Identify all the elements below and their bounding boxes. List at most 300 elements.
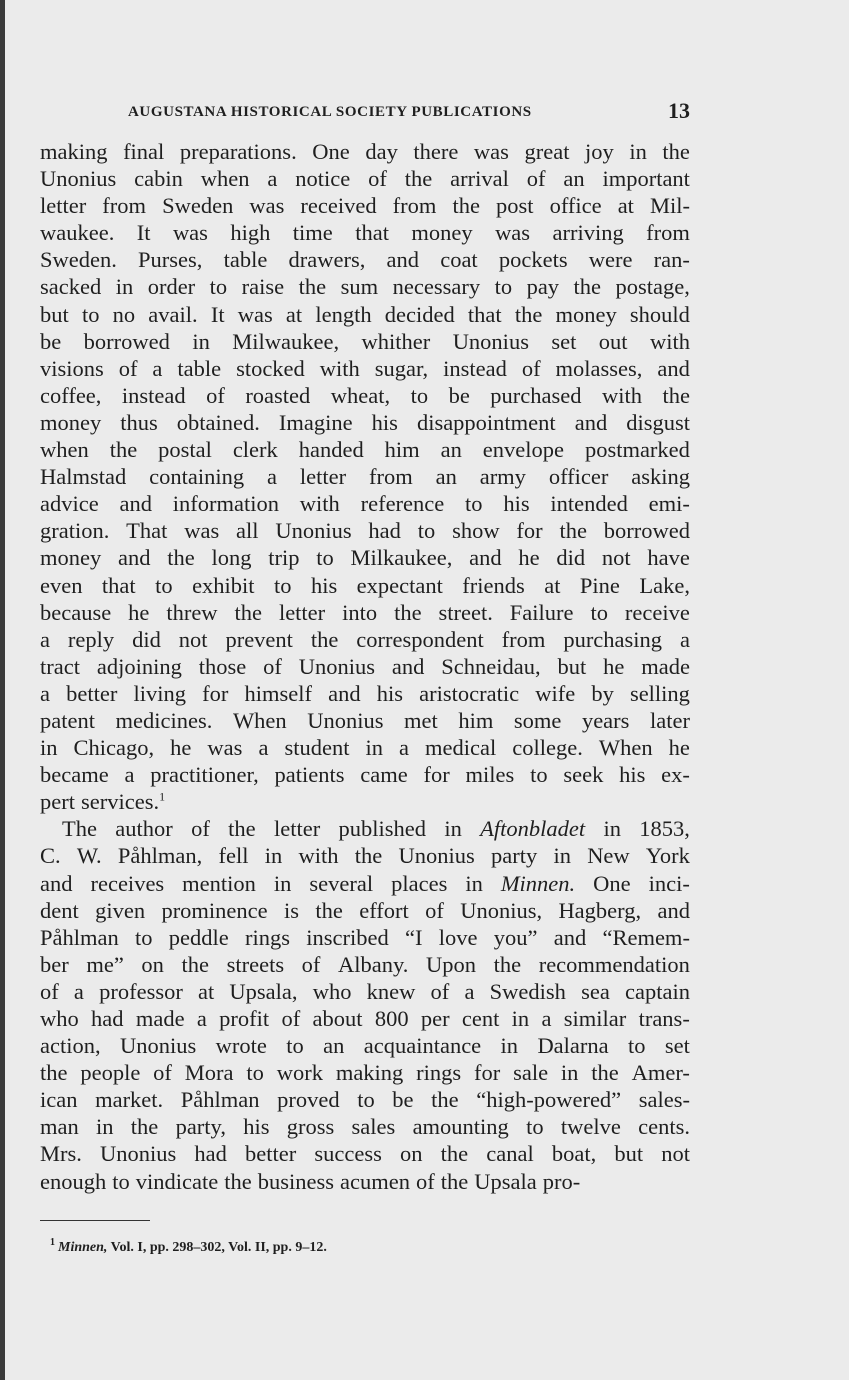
word: an [563,166,585,192]
word: When [598,735,653,761]
word: that [355,220,389,246]
word: his [619,762,646,788]
word: practitioner, [150,762,259,788]
word: but [40,301,69,327]
word: Mrs. [40,1141,82,1167]
word: not [601,545,631,571]
word: with [601,382,642,408]
word: waukee. [40,220,115,246]
word: street. [438,599,493,625]
text-line [40,978,690,1005]
word: exhibit [192,572,255,598]
text-line [40,463,690,490]
footnote-reference: 1 [159,789,166,804]
word: when [40,437,89,463]
word: enough [40,1168,107,1194]
word: to [628,1033,646,1059]
word: York [645,843,690,869]
word: from [368,464,413,490]
word: at [198,978,215,1004]
word: emi- [648,491,690,517]
word: aristocratic [419,680,520,706]
word: Minnen. [500,870,576,896]
word: not [178,626,208,652]
word: envelope [482,437,564,463]
word: sea [581,978,610,1004]
text-line [40,1059,690,1086]
word: in [500,1033,519,1059]
word: adjoining [96,653,182,679]
word: college. [512,735,583,761]
word: years [581,707,630,733]
word: was [249,193,285,219]
word: from [501,626,546,652]
word: he [170,735,192,761]
word: the [298,274,327,300]
text-line [40,734,690,761]
word: from [646,220,690,246]
word: of [430,978,450,1004]
word: in [465,870,483,896]
word: out [598,328,628,354]
word: to [81,301,100,327]
word: prominence [161,897,268,923]
word: wife [535,680,576,706]
word: about [312,1006,363,1031]
word: came [360,762,408,788]
word: handed [298,437,364,463]
word: pro- [542,1168,581,1194]
word: Albany. [338,951,409,977]
word: Unonius [452,328,529,354]
word: should [629,301,690,327]
word: met [404,707,438,733]
text-line [40,951,690,978]
word: the [354,843,383,869]
text-line [40,301,690,328]
word: you” [493,924,538,950]
word: he [603,653,625,679]
word: twelve [560,1114,621,1140]
word: making [40,139,108,164]
word: on [141,951,164,977]
word: who [312,978,352,1004]
word: Chicago, [73,735,155,761]
word: the [440,1168,469,1194]
word: Milkaukee, [350,545,453,571]
word: trip [268,545,300,571]
word: avail. [148,301,198,327]
word: proved [277,1087,340,1113]
word: drawers, [288,247,366,273]
footnote-divider [40,1220,150,1221]
word: student [284,735,350,761]
word: money [411,220,473,246]
word: Mora [184,1060,234,1086]
word: made [135,1006,185,1031]
word: with [319,355,360,381]
word: by [591,680,614,706]
word: and [657,355,690,381]
word: when [200,166,250,192]
word: me” [86,951,124,977]
word: to [410,382,429,408]
word: coffee, [40,382,102,408]
word: the [573,274,602,300]
word: seek [563,762,604,788]
word: army [479,464,526,490]
word: streets [226,951,285,977]
word: for [516,518,543,544]
text-line [40,1168,690,1195]
word: at [617,193,634,219]
text-line [40,1113,690,1140]
word: money [40,545,102,571]
word: receives [90,870,165,896]
word: sales- [638,1087,690,1113]
word: Failure [509,599,574,625]
word: preparations. [179,139,297,164]
word: party [490,843,538,869]
word: making [335,1060,404,1086]
word: action, [40,1033,101,1059]
word: the [310,626,339,652]
word: pert [40,789,75,815]
word: and [469,545,502,571]
word: in [560,1060,579,1086]
word: Unonius [119,1033,197,1059]
word: Påhlman [40,924,119,950]
word: in [192,328,210,354]
word: given [95,897,146,923]
word: of [281,1006,301,1031]
word: Lake, [639,572,690,598]
word: his [243,1114,270,1140]
word: a [679,626,690,652]
word: miles [465,762,515,788]
word: was [495,220,531,246]
text-line [40,355,690,382]
word: all [236,518,259,544]
word: pay [526,274,560,300]
text-line [40,544,690,571]
word: he [668,735,690,761]
word: people [80,1060,141,1086]
word: the [493,951,522,977]
word: clerk [232,437,278,463]
word: money [40,409,102,435]
word: and [118,545,151,571]
word: great [524,139,570,164]
word: had [194,1141,227,1167]
word: from [392,193,437,219]
word: obtained. [176,409,260,435]
text-line [40,436,690,463]
word: table [223,247,268,273]
word: Milwaukee, [232,328,340,354]
word: an [323,1033,345,1059]
word: himself [244,680,312,706]
word: work [276,1060,323,1086]
word: the [109,437,138,463]
word: man [40,1114,79,1140]
word: for [202,680,229,706]
word: living [133,680,186,706]
word: final [123,139,165,164]
word: whither [361,328,431,354]
word: raise [241,274,285,300]
word: with [649,328,690,354]
text-line [40,1005,690,1032]
page-edge-shadow [0,0,5,1380]
word: better [245,1141,297,1167]
word: advice [40,491,99,517]
word: borrowed [603,518,690,544]
word: the [315,897,343,923]
word: the [130,1114,159,1140]
word: Schneidau, [441,653,541,679]
word: letter [299,464,347,490]
word: When [232,707,287,733]
text-line [40,490,690,517]
word: Unonius [100,1141,177,1167]
word: Unonius, [460,897,543,923]
word: him [384,437,420,463]
word: an [435,464,457,490]
word: cent [461,1006,500,1031]
word: containing [149,464,245,490]
word: disappointment [416,409,556,435]
word: in [40,735,58,761]
word: notice [295,166,351,192]
word: the [559,518,587,544]
word: were [588,247,633,273]
word: Imagine [278,409,353,435]
word: not [661,1141,690,1167]
text-line [40,626,690,653]
word: officer [548,464,609,490]
word: inscribed [306,924,389,950]
word: a [258,735,269,761]
word: Aftonbladet [480,816,586,842]
word: was [207,735,243,761]
word: expectant [356,572,443,598]
word: One [593,870,631,896]
word: of [368,166,387,192]
word: to [274,572,292,598]
footnote [50,1237,327,1256]
word: post [496,193,534,219]
body-text [40,138,690,1195]
word: no [112,301,136,327]
word: coat [440,247,478,273]
word: at [285,301,303,327]
word: and [119,491,152,517]
word: to [316,545,334,571]
word: to [112,1168,130,1194]
word: a [399,735,409,761]
word: and [328,680,361,706]
word: medicines. [115,707,213,733]
text-line [40,382,690,409]
text-line [40,246,690,273]
word: Unonius [307,707,384,733]
word: show [452,518,500,544]
word: acquaintance [363,1033,482,1059]
word: in [115,274,134,300]
word: the [514,301,543,327]
word: asking [631,464,690,490]
word: molasses, [555,355,643,381]
word: in [444,816,462,842]
word: his [503,491,530,517]
word: but [557,653,587,679]
text-line [40,924,690,951]
word: better [66,680,118,706]
word: length [315,301,372,327]
word: of [206,382,225,408]
word: It [136,220,151,246]
word: published [338,816,427,842]
word: instead [121,382,186,408]
word: prevent [225,626,293,652]
word: The [62,816,97,842]
text-line [40,707,690,734]
word: was [473,139,509,164]
word: decided [384,301,455,327]
word: the [452,193,480,219]
word: to [590,599,608,625]
word: ber [40,951,69,977]
word: to [530,762,548,788]
text-line [40,572,690,599]
word: selling [629,680,690,706]
text-line [40,788,690,815]
word: similar [563,1006,627,1031]
word: order [147,274,196,300]
text-line [40,815,690,842]
word: later [649,707,690,733]
word: of [263,653,282,679]
word: cabin [134,166,183,192]
word: roasted [245,382,311,408]
text-line [40,599,690,626]
text-line [40,653,690,680]
word: Unonius [275,518,352,544]
word: the [591,1060,619,1086]
word: market. [95,1087,164,1113]
word: thus [120,409,158,435]
word: in [365,735,383,761]
word: long [211,545,252,571]
word: of [191,816,210,842]
word: joy [585,139,614,164]
word: with [299,491,340,517]
word: wrote [215,1033,267,1059]
word: visions [40,355,104,381]
word: set [551,328,577,354]
word: business [257,1168,334,1194]
word: postage, [615,274,690,300]
text-line [40,138,690,165]
word: a [40,626,50,652]
word: of [521,355,541,381]
word: office [549,193,602,219]
word: trans- [638,1006,690,1031]
word: the [234,599,262,625]
word: amounting [412,1114,509,1140]
word: Swedish [489,978,566,1004]
word: the [404,166,433,192]
word: for [474,1060,501,1086]
word: “high-powered” [476,1087,622,1113]
word: to [246,1060,264,1086]
word: Purses, [138,247,203,273]
word: pockets [498,247,568,273]
word: sale [513,1060,549,1086]
word: letter [273,816,321,842]
word: of [415,1168,435,1194]
word: to [465,491,483,517]
word: rings [416,1060,462,1086]
word: services.$^1$ [80,789,166,815]
word: a [40,680,50,706]
word: tract [40,653,80,679]
word: necessary [392,274,481,300]
word: day [365,139,398,164]
word: per [420,1006,450,1031]
word: the [394,599,422,625]
word: Mil- [649,193,690,219]
text-line [40,1140,690,1167]
footnote-number: 1 [50,1237,55,1249]
word: 1853, [639,816,690,842]
word: Amer- [631,1060,690,1086]
word: dent [40,897,79,923]
word: did [132,626,161,652]
word: that [101,572,136,598]
text-line [40,192,690,219]
word: some [513,707,562,733]
footnote-text: Vol. I, pp. 298–302, Vol. II, pp. 9–12. [107,1240,327,1255]
text-line [40,897,690,924]
word: patent [40,707,95,733]
page-number: 13 [668,98,690,123]
word: Upon [426,951,477,977]
word: sacked [40,274,102,300]
word: in [629,139,647,164]
word: letter [278,599,326,625]
word: the [431,1087,459,1113]
word: Upsala [474,1168,537,1194]
word: became [40,762,109,788]
word: success [314,1141,382,1167]
text-line [40,870,690,897]
word: canal [486,1141,534,1167]
text-line [40,680,690,707]
word: One [312,139,350,164]
word: vindicate [135,1168,219,1194]
word: profit [219,1006,270,1031]
word: fell [218,843,249,869]
word: a [152,355,163,381]
word: the [440,1141,469,1167]
word: several [309,870,374,896]
word: friends [462,572,525,598]
word: of [301,951,321,977]
word: medical [425,735,497,761]
word: receive [624,599,690,625]
